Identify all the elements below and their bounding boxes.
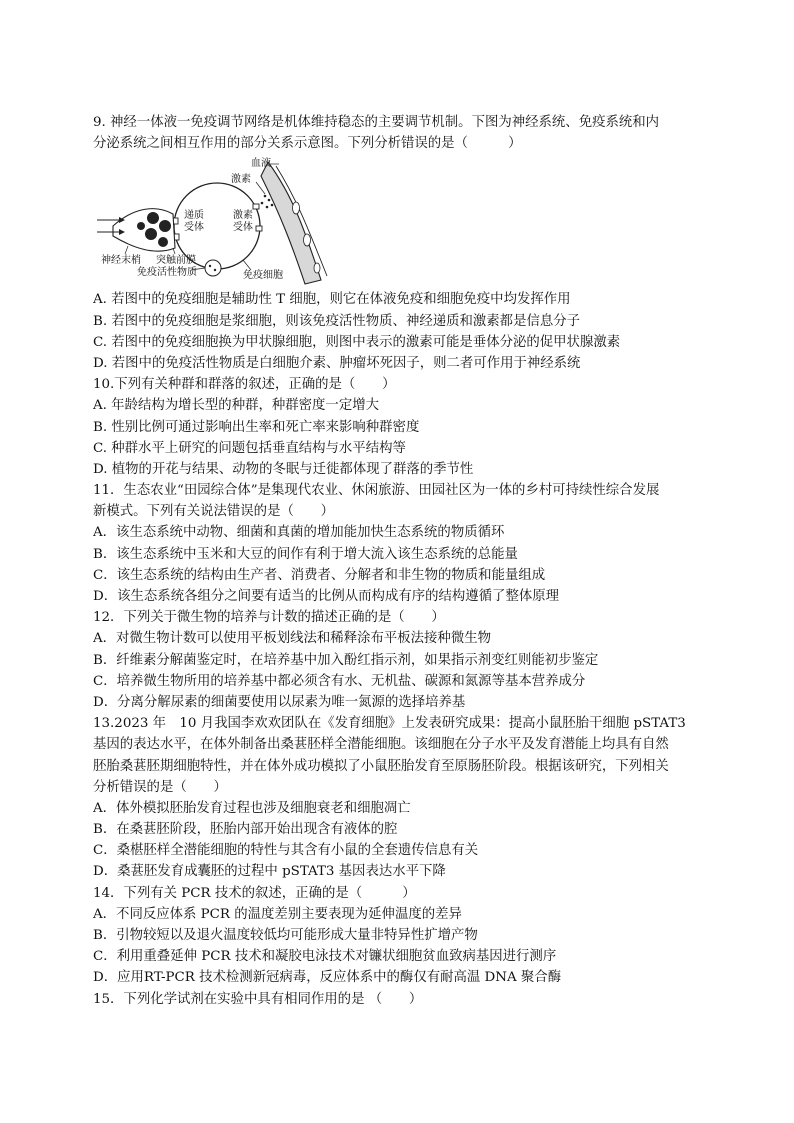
question-13-option-c: C．桑椹胚样全潜能细胞的特性与其含有小鼠的全套遗传信息有关 (93, 843, 479, 859)
question-13 (93, 713, 705, 883)
label-hormone-2: 激素 (233, 210, 253, 222)
blood-cell (304, 234, 311, 246)
question-12-option-c: C．培养微生物所用的培养基中都必须含有水、无机盐、碳源和氮源等基本营养成分 (93, 673, 586, 689)
question-13-stem-line-1: 13.2023 年 10 月我国李欢欢团队在《发育细胞》上发表研究成果：提高小鼠胚胎干细胞 pSTAT3 (93, 716, 686, 732)
label-transmitter: 递质 (184, 210, 204, 222)
diagram-drawing (93, 156, 333, 286)
label-nerve-ending: 神经末梢 (101, 255, 141, 267)
question-10-stem: 10.下列有关种群和群落的叙述，正确的是（ ） (93, 377, 396, 393)
blood-cell (314, 263, 320, 273)
label-blood: 血液 (251, 158, 271, 170)
question-12-option-d: D．分离分解尿素的细菌要使用以尿素为唯一氮源的选择培养基 (93, 694, 466, 710)
question-14-option-d: D．应用RT-PCR 技术检测新冠病毒，反应体系中的酶仅有耐高温 DNA 聚合酶 (93, 970, 562, 986)
question-10-option-a: A. 年龄结构为增长型的种群，种群密度一定增大 (93, 398, 379, 414)
question-13-option-b: B．在桑葚胚阶段，胚胎内部开始出现含有液体的腔 (93, 822, 398, 838)
vesicle-dot (209, 265, 211, 267)
question-13-stem-line-2: 基因的表达水平，在体外制备出桑葚胚样全潜能细胞。该细胞在分子水平及发育潜能上均具有自然 (93, 737, 669, 753)
question-9-option-c: C. 若图中的免疫细胞换为甲状腺细胞，则图中表示的激素可能是垂体分泌的促甲状腺激素 (93, 334, 621, 350)
hormone-receptor (256, 226, 262, 231)
question-11-option-b: B．该生态系统中玉米和大豆的间作有利于增大流入该生态系统的总能量 (93, 546, 518, 562)
question-13-stem-line-3: 胚胎桑葚胚期细胞特性，并在体外成功模拟了小鼠胚胎发育至原肠胚阶段。根据该研究，下列相关 (93, 758, 669, 774)
question-13-option-a: A．体外模拟胚胎发育过程也涉及细胞衰老和细胞凋亡 (93, 800, 411, 816)
label-hormone: 激素 (231, 174, 251, 186)
question-10-option-c: C. 种群水平上研究的问题包括垂直结构与水平结构等 (93, 440, 406, 456)
question-14 (93, 883, 705, 989)
synaptic-vesicle (147, 212, 159, 224)
question-11 (93, 480, 705, 607)
label-immune-active-substance: 免疫活性物质 (137, 267, 197, 279)
question-11-option-a: A．该生态系统中动物、细菌和真菌的增加能加快生态系统的物质循环 (93, 525, 505, 541)
hormone-receptor (253, 204, 259, 209)
question-10-option-d: D. 植物的开花与结果、动物的冬眠与迁徙都体现了群落的季节性 (93, 461, 474, 477)
label-presynaptic-membrane: 突触前膜 (156, 255, 196, 267)
question-13-option-d: D．桑葚胚发育成囊胚的过程中 pSTAT3 基因表达水平下降 (93, 864, 446, 880)
leader-line (256, 182, 265, 194)
vesicle-dot (214, 269, 216, 271)
blood-cell (293, 202, 300, 214)
question-10-option-b: B. 性别比例可通过影响出生率和死亡率来影响种群密度 (93, 419, 420, 435)
label-immune-cell: 免疫细胞 (243, 270, 283, 282)
synaptic-vesicle (159, 220, 171, 232)
question-14-option-b: B．引物较短以及退火温度较低均可能形成大量非特异性扩增产物 (93, 928, 478, 943)
secretory-vesicle (205, 260, 221, 276)
question-15-stem: 15．下列化学试剂在实验中具有相同作用的是 （ ） (93, 991, 423, 1007)
question-15 (93, 989, 705, 1010)
neuro-immune-diagram (93, 156, 333, 286)
synaptic-vesicle (145, 228, 157, 240)
question-14-stem: 14．下列有关 PCR 技术的叙述，正确的是（ ） (93, 885, 416, 901)
question-12-option-b: B．纤维素分解菌鉴定时，在培养基中加入酚红指示剂，如果指示剂变红则能初步鉴定 (93, 652, 599, 668)
blood-vessel (261, 162, 321, 284)
question-11-stem-line-2: 新模式。下列有关说法错误的是（ ） (93, 504, 335, 520)
question-9-option-b: B. 若图中的免疫细胞是浆细胞，则该免疫活性物质、神经递质和激素都是信息分子 (93, 313, 581, 329)
question-9-stem-line-1: 9. 神经一体液一免疫调节网络是机体维持稳态的主要调节机制。下图为神经系统、免疫系统和内 (93, 115, 660, 130)
question-12-option-a: A．对微生物计数可以使用平板划线法和稀释涂布平板法接种微生物 (93, 631, 491, 647)
hormone-dot (264, 195, 267, 198)
hormone-dot (266, 206, 269, 209)
label-hormone-receptor: 受体 (233, 222, 253, 234)
question-12 (93, 607, 705, 713)
leader-line (125, 246, 128, 254)
exam-page (93, 112, 705, 1010)
question-9 (93, 112, 705, 374)
question-10 (93, 374, 705, 480)
synaptic-vesicle (158, 237, 168, 247)
hormone-dot (261, 202, 264, 205)
question-9-option-d: D. 若图中的免疫活性物质是白细胞介素、肿瘤坏死因子，则二者可作用于神经系统 (93, 355, 581, 371)
question-14-option-a: A．不同反应体系 PCR 的温度差别主要表现为延伸温度的差异 (93, 906, 462, 922)
label-transmitter-receptor: 受体 (184, 222, 204, 234)
question-9-option-a: A. 若图中的免疫细胞是辅助性 T 细胞，则它在体液免疫和细胞免疫中均发挥作用 (93, 292, 571, 308)
question-11-stem-line-1: 11．生态农业“田园综合体”是集现代农业、休闲旅游、田园社区为一体的乡村可持续性综合发展 (93, 483, 660, 499)
hormone-dot (268, 199, 271, 202)
question-13-stem-line-4: 分析错误的是（ ） (93, 779, 227, 795)
synaptic-vesicle (137, 222, 145, 230)
question-12-stem: 12．下列关于微生物的培养与计数的描述正确的是（ ） (93, 610, 445, 626)
leader-line (243, 260, 251, 270)
hormone-dot (271, 204, 274, 207)
question-14-option-c: C．利用重叠延伸 PCR 技术和凝胶电泳技术对镰状细胞贫血致病基因进行测序 (93, 949, 557, 965)
question-9-stem-line-2: 分泌系统之间相互作用的部分关系示意图。下列分析错误的是（ ） (93, 136, 522, 152)
question-11-option-d: D．该生态系统各组分之间要有适当的比例从而构成有序的结构遵循了整体原理 (93, 589, 560, 604)
question-11-option-c: C．该生态系统的结构由生产者、消费者、分解者和非生物的物质和能量组成 (93, 567, 546, 583)
